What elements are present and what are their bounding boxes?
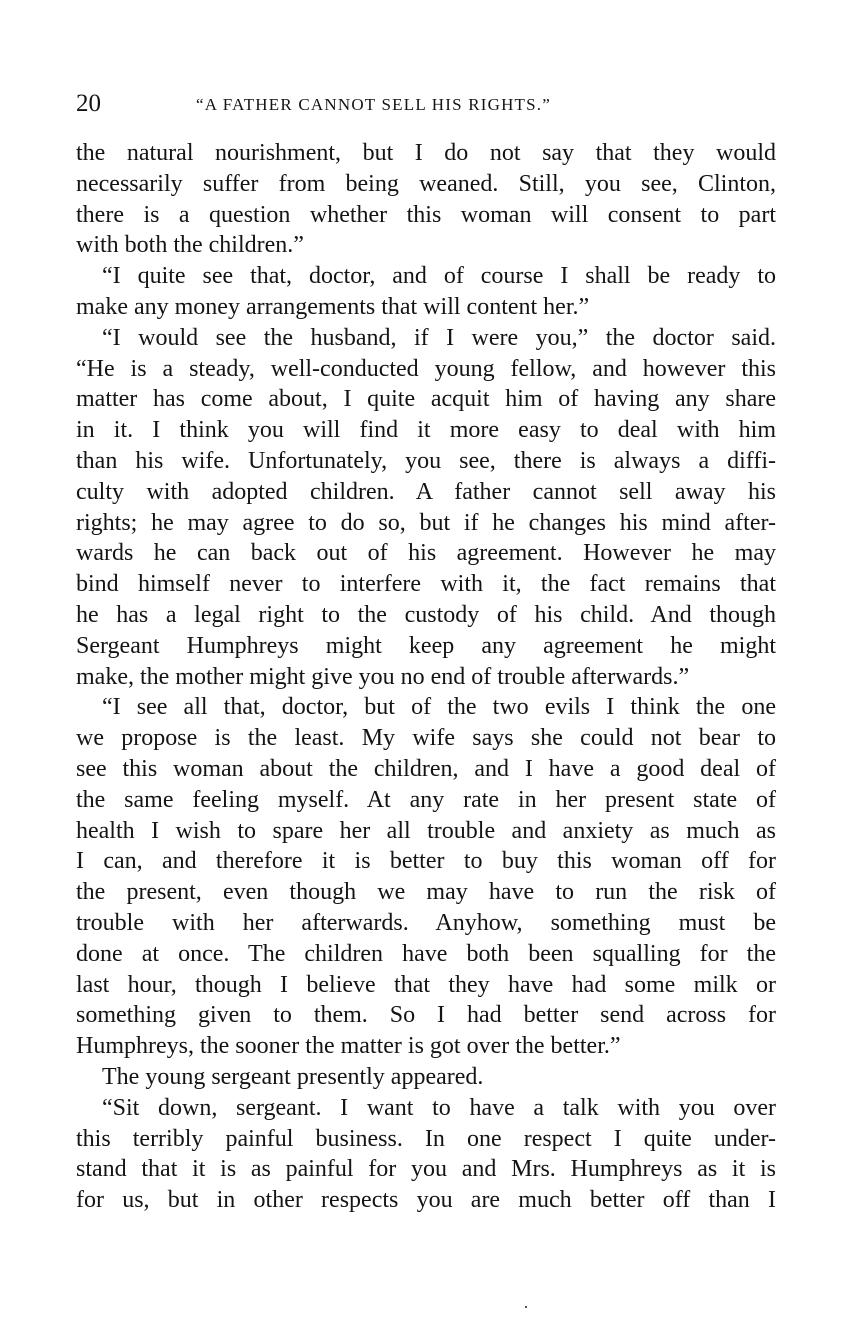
text-line: health I wish to spare her all trouble and anxiety as much as — [76, 817, 776, 844]
running-title: “A FATHER CANNOT SELL HIS RIGHTS.” — [196, 95, 551, 114]
text-line: culty with adopted children. A father cannot sell away his — [76, 478, 776, 505]
text-line: last hour, though I believe that they have had some milk or — [76, 971, 776, 998]
text-line: the same feeling myself. At any rate in her present state of — [76, 786, 776, 813]
text-line: matter has come about, I quite acquit him of having any share — [76, 386, 776, 413]
text-line: I can, and therefore it is better to buy this woman off for — [76, 848, 776, 875]
page-header — [76, 88, 776, 120]
text-line: necessarily suffer from being weaned. Still, you see, Clinton, — [76, 170, 776, 197]
text-line: for us, but in other respects you are much better off than I — [76, 1187, 776, 1214]
body-text — [76, 138, 776, 1216]
text-line: wards he can back out of his agreement. However he may — [76, 540, 776, 567]
text-line: with both the children.” — [76, 232, 304, 259]
text-line: “He is a steady, well-conducted young fellow, and however this — [76, 355, 776, 382]
text-line: rights; he may agree to do so, but if he changes his mind after- — [76, 509, 776, 536]
text-line: “I see all that, doctor, but of the two evils I think the one — [102, 694, 776, 721]
text-line: see this woman about the children, and I have a good deal of — [76, 755, 776, 782]
text-line: bind himself never to interfere with it, the fact remains that — [76, 571, 776, 598]
text-line: “I quite see that, doctor, and of course I shall be ready to — [102, 263, 776, 290]
text-line: Sergeant Humphreys might keep any agreement he might — [76, 632, 776, 659]
text-line: there is a question whether this woman will consent to part — [76, 201, 776, 228]
text-line: The young sergeant presently appeared. — [102, 1063, 484, 1090]
text-line: than his wife. Unfortunately, you see, there is always a diffi- — [76, 447, 776, 474]
text-line: the present, even though we may have to run the risk of — [76, 879, 776, 906]
text-line: make any money arrangements that will content her.” — [76, 293, 590, 320]
text-line: “I would see the husband, if I were you,” the doctor said. — [102, 324, 776, 351]
text-line: he has a legal right to the custody of his child. And though — [76, 601, 776, 628]
page-number: 20 — [76, 90, 101, 117]
text-line: make, the mother might give you no end of trouble afterwards.” — [76, 663, 690, 690]
text-line: trouble with her afterwards. Anyhow, something must be — [76, 909, 776, 936]
text-line: in it. I think you will find it more easy to deal with him — [76, 417, 776, 444]
ink-speck — [525, 1306, 527, 1308]
text-line: we propose is the least. My wife says she could not bear to — [76, 725, 776, 752]
text-line: stand that it is as painful for you and Mrs. Humphreys as it is — [76, 1156, 776, 1183]
text-line: this terribly painful business. In one respect I quite under- — [76, 1125, 776, 1152]
text-line: done at once. The children have both been squalling for the — [76, 940, 776, 967]
text-line: something given to them. So I had better send across for — [76, 1002, 776, 1029]
text-line: Humphreys, the sooner the matter is got over the better.” — [76, 1033, 621, 1060]
text-line: the natural nourishment, but I do not say that they would — [76, 140, 776, 166]
text-line: “Sit down, sergeant. I want to have a talk with you over — [102, 1094, 776, 1121]
